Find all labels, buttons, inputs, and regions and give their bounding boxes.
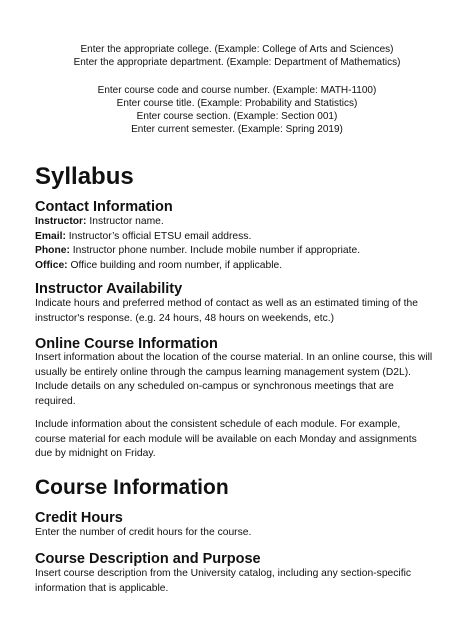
college-department-block — [0, 43, 474, 69]
course-title-line: Enter course title. (Example: Probability and Statistics) — [116, 98, 358, 109]
email-label: Email: — [35, 230, 66, 242]
availability-heading: Instructor Availability — [35, 281, 183, 297]
online-line: Insert information about the location of the course material. In an online course, this will — [35, 352, 433, 363]
email-value: Instructor’s official ETSU email address. — [65, 230, 252, 242]
online-line: Include information about the consistent schedule of each module. For example, — [35, 419, 401, 430]
college-line: Enter the appropriate college. (Example: College of Arts and Sciences) — [80, 44, 394, 55]
office-row — [35, 259, 445, 274]
phone-value: Instructor phone number. Include mobile number if appropriate. — [69, 245, 361, 257]
online-line: course material for each module will be available on each Monday and assignments — [35, 433, 417, 445]
course-information-title: Course Information — [35, 476, 229, 499]
phone-row — [35, 244, 445, 259]
online-line: due by midnight on Friday. — [35, 448, 156, 460]
course-details-block — [0, 84, 474, 136]
instructor-row — [35, 215, 445, 230]
online-heading: Online Course Information — [35, 336, 218, 352]
phone-label: Phone: — [35, 245, 70, 257]
department-line: Enter the appropriate department. (Example: Department of Mathematics) — [73, 57, 401, 68]
online-line: Include details on any scheduled on-campus or synchronous meetings that are — [35, 381, 394, 393]
online-line: required. — [35, 395, 76, 407]
office-label: Office: — [35, 259, 68, 271]
availability-line: Indicate hours and preferred method of contact as well as an estimated timing of the — [35, 298, 418, 309]
online-paragraph-1 — [35, 351, 445, 409]
credit-hours-text — [35, 526, 445, 541]
instructor-label: Instructor: — [35, 216, 87, 227]
availability-line: instructor's response. (e.g. 24 hours, 48 hours on weekends, etc.) — [35, 312, 335, 324]
contact-details — [35, 215, 445, 273]
online-paragraph-2 — [35, 418, 445, 462]
course-section-line: Enter course section. (Example: Section 001) — [136, 111, 338, 122]
email-row — [35, 230, 445, 245]
contact-heading: Contact Information — [35, 199, 173, 215]
description-heading: Course Description and Purpose — [35, 551, 261, 567]
course-code-line: Enter course code and course number. (Example: MATH-1100) — [97, 85, 377, 96]
credit-hours-heading: Credit Hours — [35, 510, 123, 526]
instructor-value: Instructor name. — [86, 216, 164, 227]
availability-text — [35, 297, 445, 326]
syllabus-title: Syllabus — [35, 163, 134, 190]
online-line: usually be entirely online through the campus learning management system (D2L). — [35, 366, 412, 378]
description-line: Insert course description from the University catalog, including any section-specific — [35, 568, 412, 579]
office-value: Office building and room number, if applicable. — [67, 259, 283, 271]
semester-line: Enter current semester. (Example: Spring 2019) — [131, 124, 343, 135]
description-line: information that is applicable. — [35, 582, 169, 594]
credit-hours-line: Enter the number of credit hours for the course. — [35, 527, 252, 538]
description-text — [35, 567, 445, 596]
